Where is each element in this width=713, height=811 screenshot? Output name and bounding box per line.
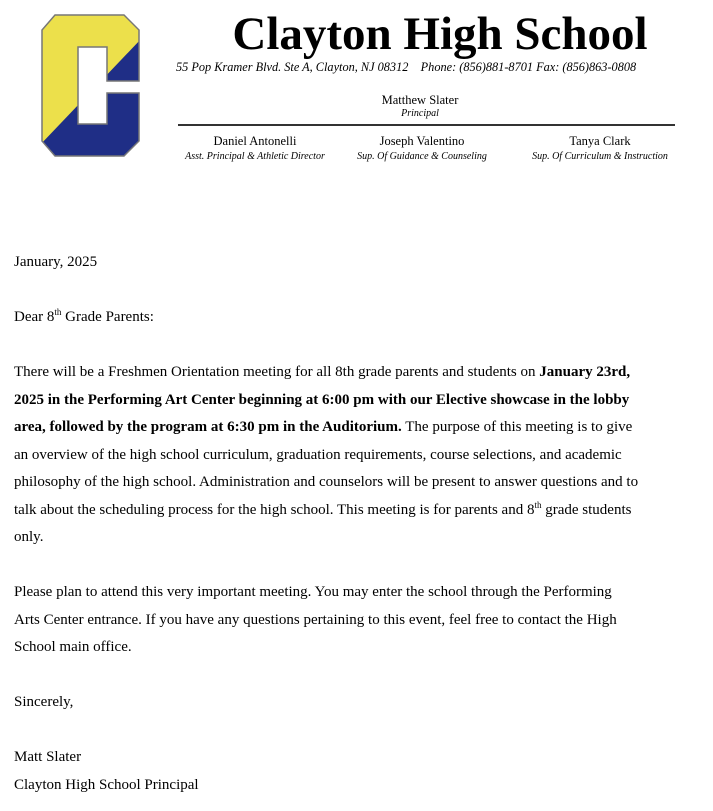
staff-name: Tanya Clark bbox=[569, 134, 631, 148]
letter-date: January, 2025 bbox=[14, 254, 98, 270]
superscript: th bbox=[54, 307, 62, 317]
staff-member bbox=[170, 134, 340, 164]
principal-name: Matthew Slater bbox=[381, 93, 459, 107]
school-logo bbox=[40, 13, 142, 159]
staff-role: Asst. Principal & Athletic Director bbox=[185, 151, 325, 162]
address-line: 55 Pop Kramer Blvd. Ste A, Clayton, NJ 08312 Phone: (856)881-8701 Fax: (856)863-0808 bbox=[176, 60, 637, 74]
bold-text: January 23rd, 2025 in the Performing Art Center beginning at 6:00 pm with our Elective showcase in the lobby area, followed by the program at 6:30 pm in the Auditorium. bbox=[14, 364, 631, 435]
signer-name: Matt Slater bbox=[14, 749, 82, 765]
divider bbox=[178, 124, 675, 126]
salutation-text: Grade Parents: bbox=[61, 309, 154, 325]
letter-body bbox=[14, 249, 704, 799]
staff-name: Joseph Valentino bbox=[379, 134, 465, 148]
staff-role: Sup. Of Guidance & Counseling bbox=[357, 151, 487, 162]
school-name: Clayton High School bbox=[232, 8, 648, 60]
staff-member bbox=[515, 134, 685, 164]
staff-member bbox=[342, 134, 502, 164]
paragraph-2: Please plan to attend this very important meeting. You may enter the school through the Performing Arts Center entrance. If you have any questions pertaining to this event, feel free to contact the High School main office. bbox=[14, 584, 617, 655]
paragraph-1 bbox=[14, 359, 649, 552]
superscript: th bbox=[534, 499, 542, 510]
closing: Sincerely, bbox=[14, 694, 74, 710]
text: The purpose of this meeting is to give an overview of the high school curriculum, graduation requirements, course selections, and academic philosophy of the high school. Administration and counselors will be present to answer questions and to talk about the scheduling process for the high school. This meeting is for parents and 8 bbox=[14, 419, 639, 518]
principal-block bbox=[330, 93, 510, 119]
salutation bbox=[14, 304, 704, 332]
signer-title: Clayton High School Principal bbox=[14, 776, 199, 793]
principal-role: Principal bbox=[401, 108, 439, 119]
salutation-text: Dear 8 bbox=[14, 309, 55, 325]
staff-role: Sup. Of Curriculum & Instruction bbox=[532, 151, 668, 162]
text: There will be a Freshmen Orientation meeting for all 8th grade parents and students on bbox=[14, 364, 540, 380]
text: grade students only. bbox=[14, 501, 632, 545]
staff-name: Daniel Antonelli bbox=[213, 134, 297, 148]
